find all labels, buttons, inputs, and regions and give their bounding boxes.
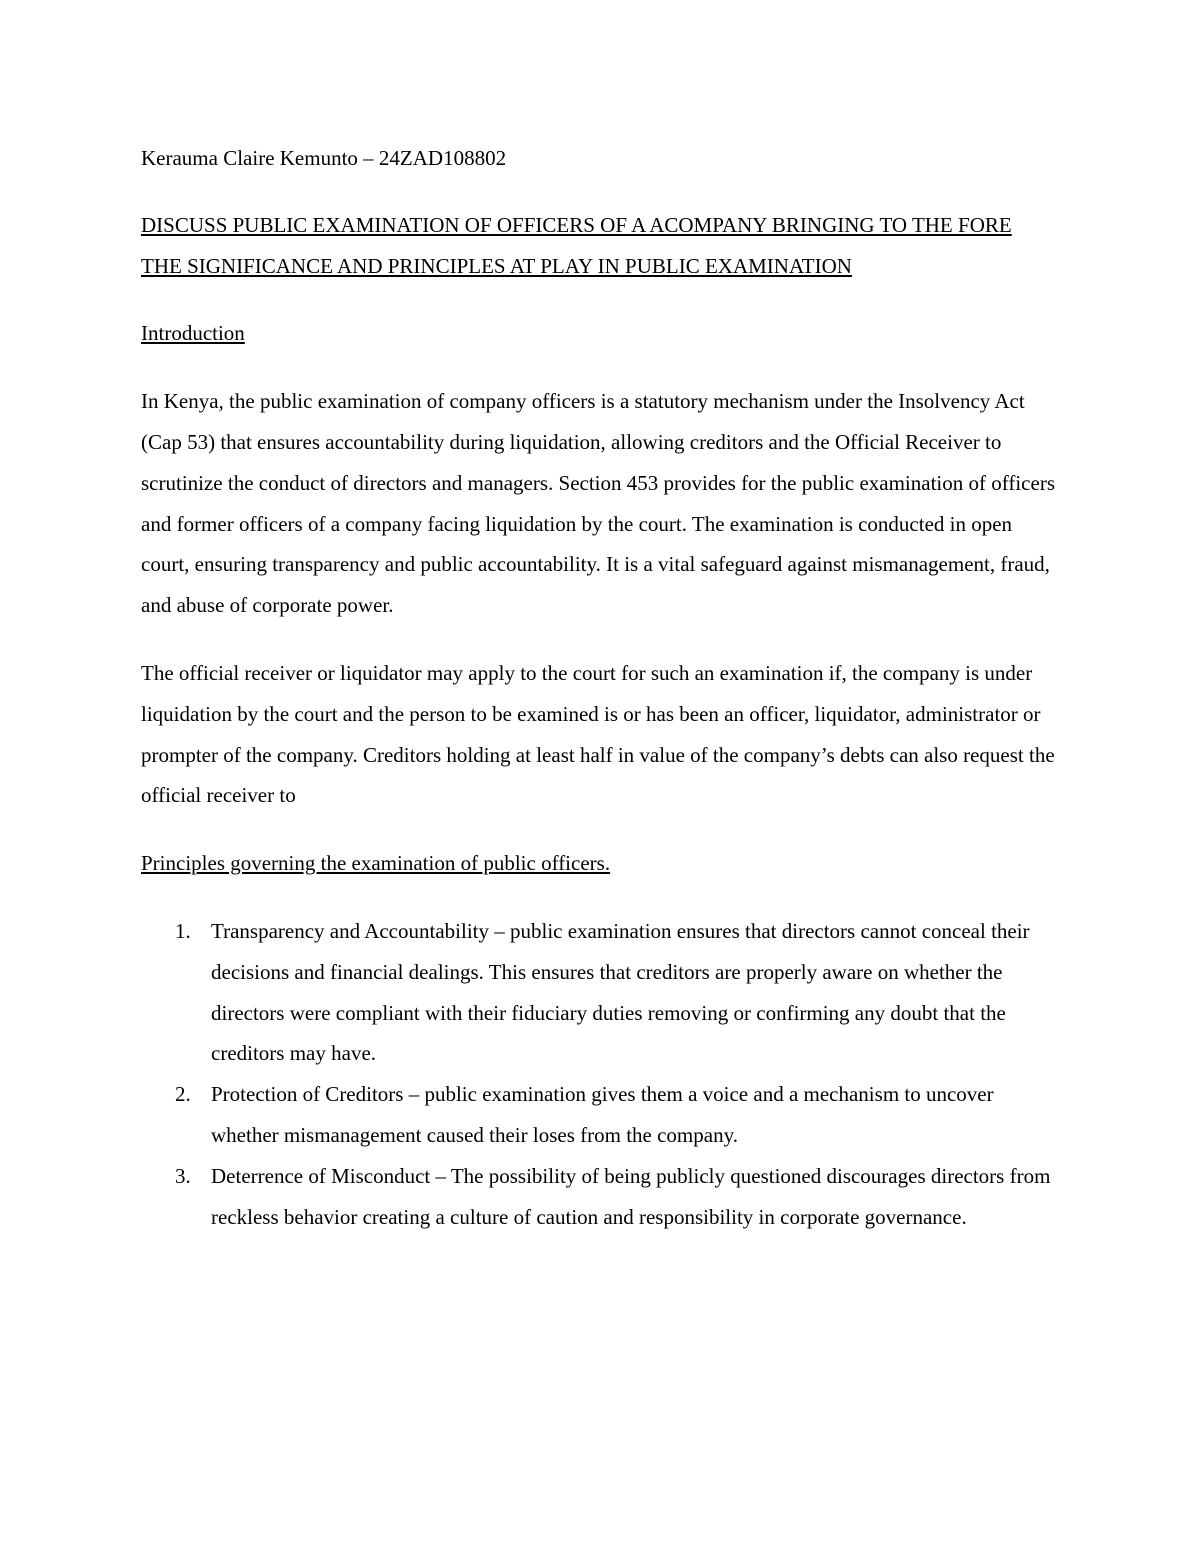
list-item-number: 2.	[175, 1082, 191, 1107]
principles-list	[141, 911, 1059, 1237]
list-item	[141, 1074, 1059, 1156]
introduction-heading: Introduction	[141, 321, 245, 346]
introduction-paragraph-2: The official receiver or liquidator may apply to the court for such an examination if, the company is under liquidation by the court and the person to be examined is or has been an officer, liquidator, administrator or prompter of the company. Creditors holding at least half in value of the company’s debts can also request the official receiver to	[141, 660, 1055, 808]
document-title: DISCUSS PUBLIC EXAMINATION OF OFFICERS OF A ACOMPANY BRINGING TO THE FORE THE SIGNIFICANCE AND PRINCIPLES AT PLAY IN PUBLIC EXAMINATION	[141, 212, 1012, 278]
author-line: Kerauma Claire Kemunto – 24ZAD108802	[141, 146, 507, 170]
list-item-text: Deterrence of Misconduct – The possibility of being publicly questioned discourages directors from reckless behavior creating a culture of caution and responsibility in corporate governance.	[211, 1163, 1051, 1229]
list-item-number: 3.	[175, 1163, 191, 1188]
list-item-number: 1.	[175, 918, 191, 943]
list-item-text: Transparency and Accountability – public examination ensures that directors cannot conceal their decisions and financial dealings. This ensures that creditors are properly aware on whether the directors were compliant with their fiduciary duties removing or confirming any doubt that the creditors may have.	[211, 918, 1030, 1066]
list-item	[141, 1156, 1059, 1238]
list-item	[141, 911, 1059, 1074]
list-item-text: Protection of Creditors – public examination gives them a voice and a mechanism to uncover whether mismanagement caused their loses from the company.	[211, 1082, 994, 1147]
principles-heading: Principles governing the examination of public officers.	[141, 851, 611, 876]
introduction-paragraph-1: In Kenya, the public examination of company officers is a statutory mechanism under the Insolvency Act (Cap 53) that ensures accountability during liquidation, allowing creditors and the Official Receiver to scrutinize the conduct of directors and managers. Section 453 provides for the public examination of officers and former officers of a company facing liquidation by the court. The examination is conducted in open court, ensuring transparency and public accountability. It is a vital safeguard against mismanagement, fraud, and abuse of corporate power.	[141, 389, 1055, 618]
document-body	[141, 138, 1059, 1237]
